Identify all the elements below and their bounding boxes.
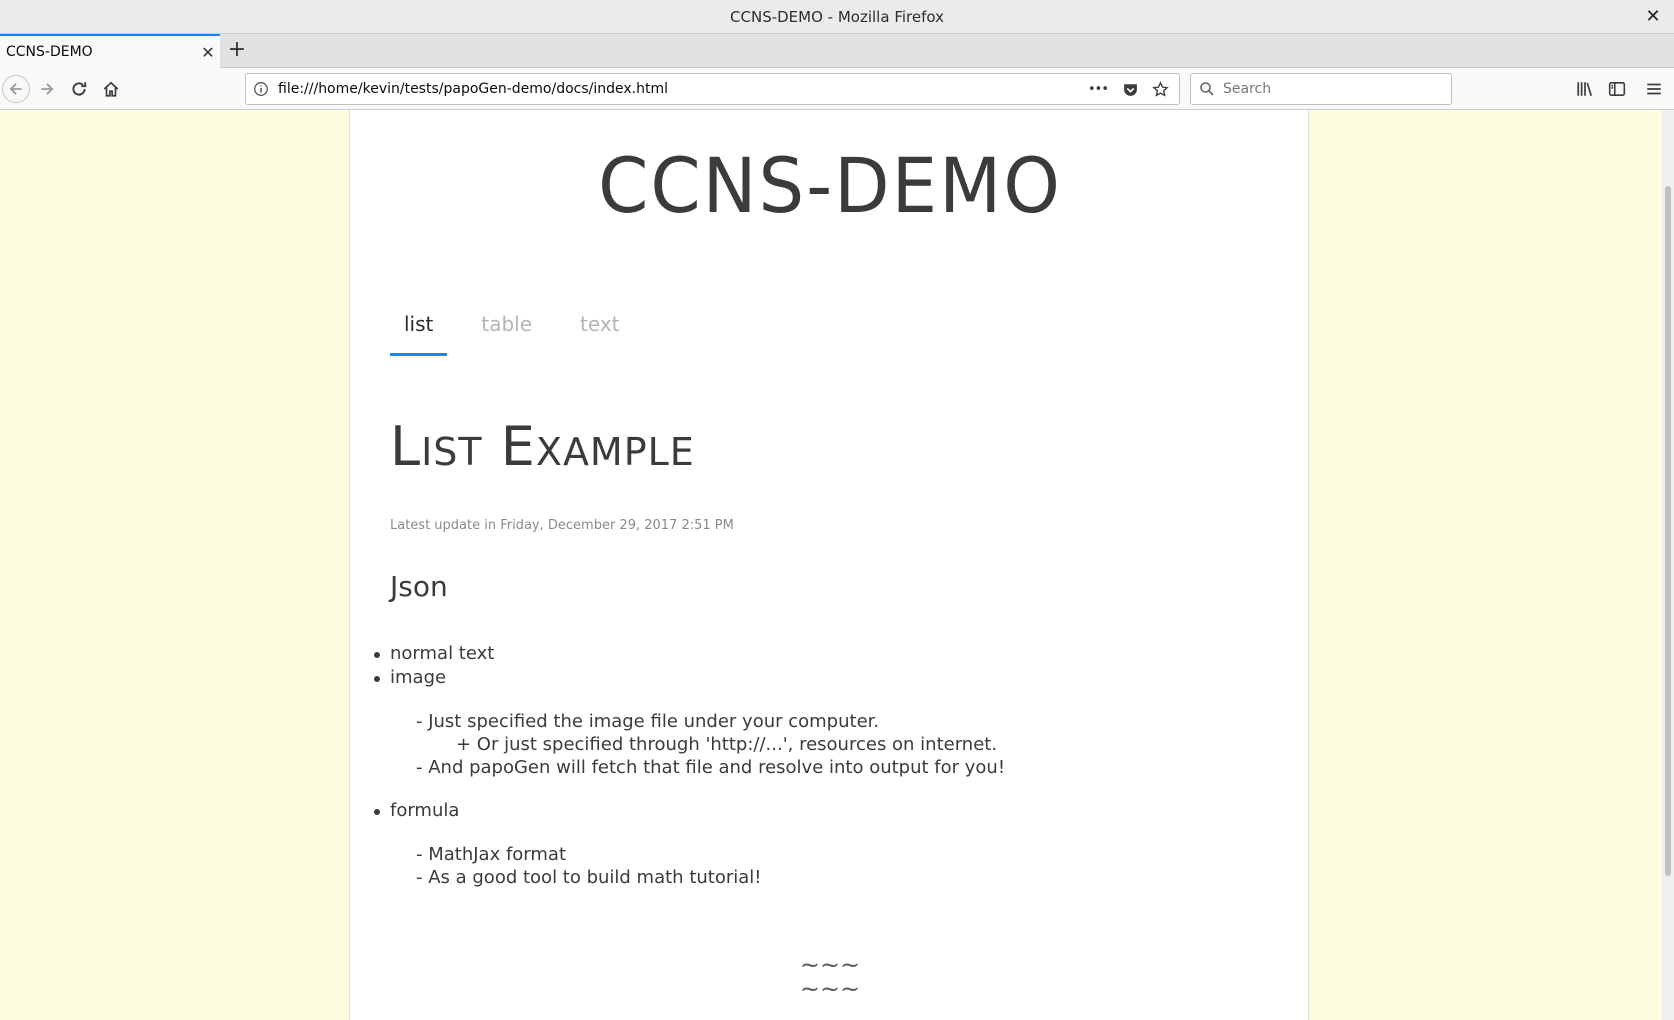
tilde-line: ~~~ [799, 951, 861, 979]
back-button[interactable] [2, 75, 30, 103]
home-icon [102, 80, 120, 98]
page-heading: List Example [390, 415, 695, 478]
list-subitem: - MathJax format [416, 844, 567, 865]
url-bar[interactable] [245, 73, 1180, 105]
home-button[interactable] [97, 76, 125, 102]
example-list [390, 642, 1250, 889]
list-subitem: - As a good tool to build math tutorial! [416, 867, 762, 888]
new-tab-button[interactable]: + [227, 37, 247, 62]
arrow-left-icon [7, 80, 25, 98]
navigation-toolbar [0, 68, 1674, 110]
reload-button[interactable] [65, 76, 93, 102]
section-heading: Json [390, 570, 448, 603]
list-subitem: - Just specified the image file under your computer. [416, 711, 880, 732]
vertical-scrollbar[interactable] [1662, 110, 1674, 1020]
search-bar[interactable] [1190, 73, 1452, 105]
footer-divider [350, 953, 1310, 1001]
page-container [349, 110, 1309, 1020]
window-close-button[interactable]: ✕ [1645, 6, 1661, 27]
list-subitem: + Or just specified through 'http://...', resources on internet. [456, 734, 998, 755]
sidebar-icon [1608, 80, 1626, 98]
tab-strip [0, 34, 1674, 68]
reload-icon [70, 80, 88, 98]
search-icon [1199, 81, 1215, 97]
url-text[interactable]: file:///home/kevin/tests/papoGen-demo/docs/index.html [278, 81, 669, 97]
forward-button[interactable] [33, 76, 61, 102]
list-item: image [390, 666, 1250, 690]
hamburger-menu-button[interactable] [1640, 76, 1668, 102]
sidebar-toggle-button[interactable] [1603, 76, 1631, 102]
arrow-right-icon [38, 80, 56, 98]
page-actions-icon[interactable]: ••• [1087, 81, 1108, 97]
tilde-line: ~~~ [799, 975, 861, 1003]
tab-text[interactable]: text [580, 312, 620, 336]
list-subitem: - And papoGen will fetch that file and resolve into output for you! [416, 757, 1006, 778]
browser-tab[interactable] [0, 34, 220, 68]
page-viewport [0, 110, 1674, 1020]
window-title: CCNS-DEMO - Mozilla Firefox [730, 7, 944, 26]
tab-close-icon[interactable]: ✕ [201, 42, 215, 62]
tab-list[interactable]: list [390, 308, 447, 356]
search-input[interactable] [1223, 81, 1443, 97]
scrollbar-thumb[interactable] [1665, 186, 1671, 876]
tab-table[interactable]: table [481, 312, 533, 336]
content-tabs [390, 308, 634, 356]
site-info-icon[interactable] [246, 81, 276, 97]
window-titlebar [0, 0, 1674, 34]
bookmark-star-icon[interactable] [1149, 78, 1171, 100]
pocket-icon[interactable] [1119, 78, 1141, 100]
list-item: normal text [390, 642, 1250, 666]
list-item: formula [390, 799, 1250, 823]
library-icon [1576, 80, 1594, 98]
update-timestamp: Latest update in Friday, December 29, 2017 2:51 PM [390, 518, 734, 533]
browser-tab-title: CCNS-DEMO [6, 44, 93, 60]
hamburger-icon [1645, 80, 1663, 98]
library-button[interactable] [1571, 76, 1599, 102]
site-title: CCNS-DEMO [598, 141, 1062, 231]
